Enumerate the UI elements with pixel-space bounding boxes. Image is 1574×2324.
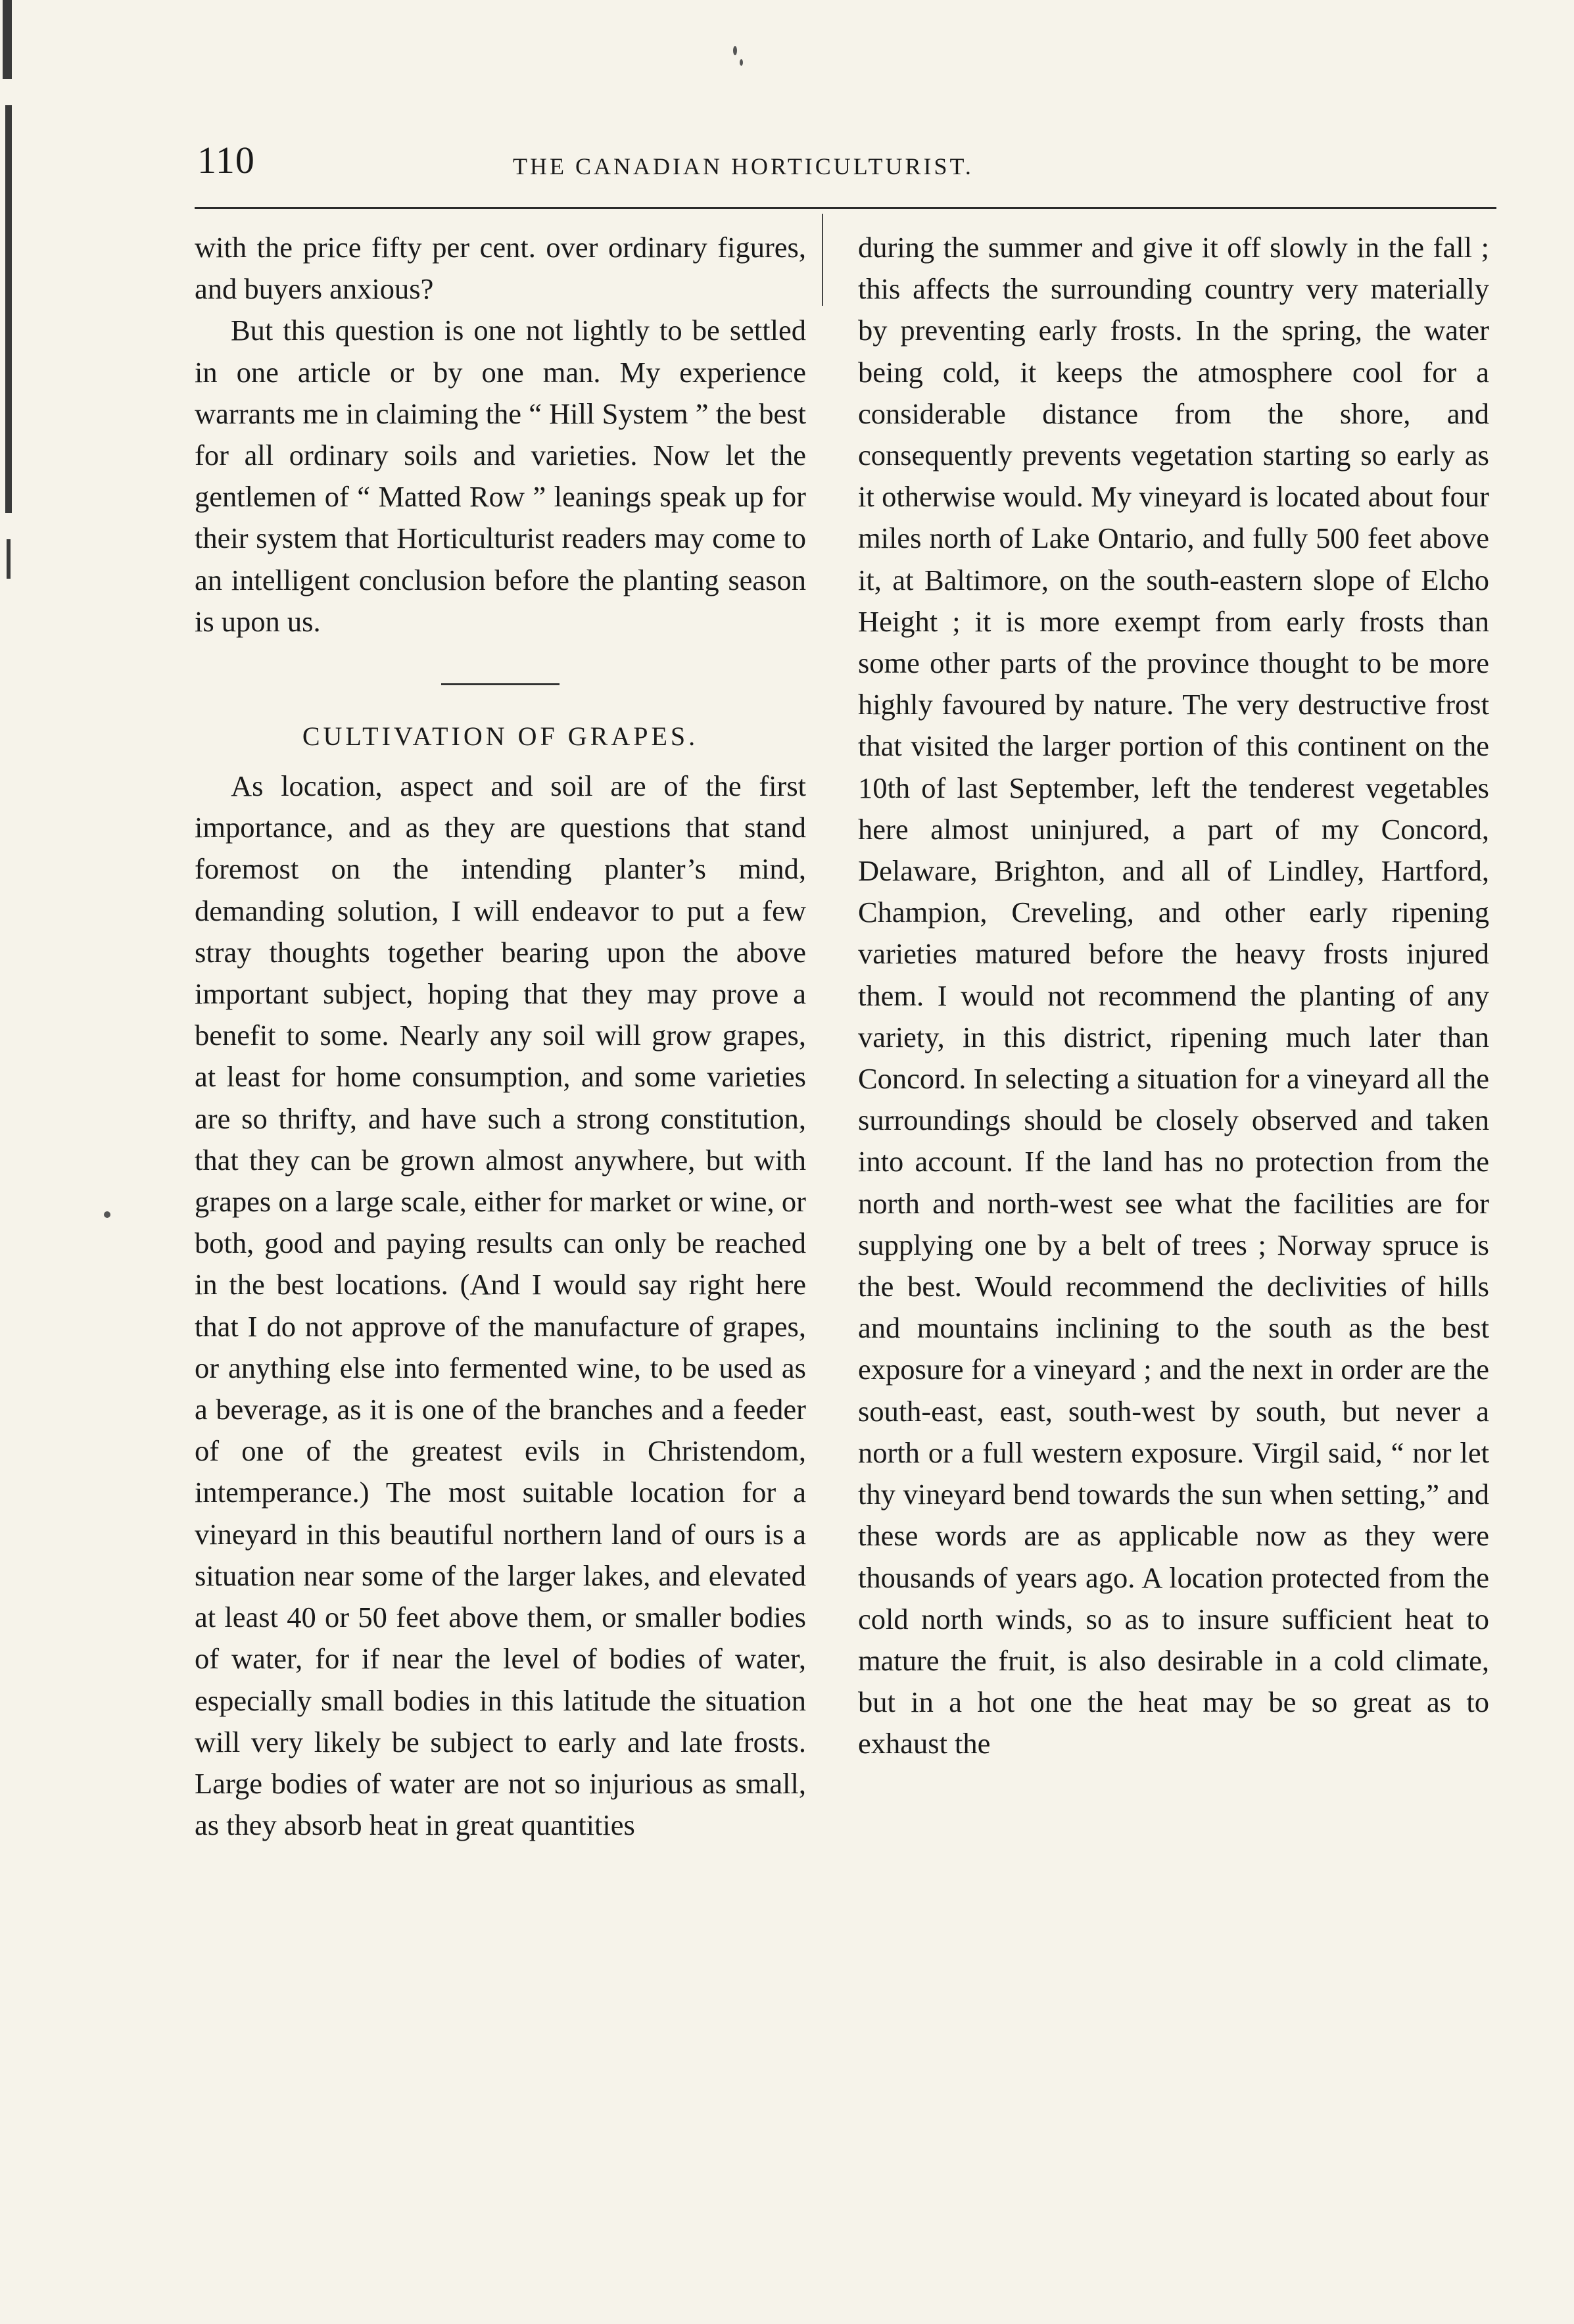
scan-speck <box>740 59 743 66</box>
scan-speck <box>733 46 737 55</box>
section-divider <box>441 683 560 685</box>
header-rule <box>195 207 1496 209</box>
hill-system-paragraph: But this question is one not lightly to be settled in one article or by one man. My experience warrants me in claiming the “ Hill System ” the best for all ordinary soils and varieties. Now let the gentlemen of “ Matted Row ” leanings speak up for their system that Horticulturist readers may come to an intelligent conclusion before the planting season is upon us. <box>195 314 806 638</box>
running-head: THE CANADIAN HORTICULTURIST. <box>513 153 974 180</box>
binding-edge-mark <box>7 539 11 579</box>
continued-grapes-paragraph: during the summer and give it off slowly in the fall ; this affects the surrounding country very materially by preventing early frosts. In the spring, the water being cold, it keeps the atmosphere cool for a considerable distance from the shore, and consequently prevents vegetation starting so early as it otherwise would. My vineyard is located about four miles north of Lake Ontario, and fully 500 feet above it, at Baltimore, on the south-eastern slope of Elcho Height ; it is more exempt from early frosts than some other parts of the province thought to be more highly favoured by nature. The very destructive frost that visited the larger portion of this continent on the 10th of last September, left the tenderest vegetables here almost uninjured, a part of my Concord, Delaware, Brighton, and all of Lindley, Hartford, Champion, Creveling, and other early ripening varieties matured before the heavy frosts injured them. I would not recommend the planting of any variety, in this district, ripening much later than Concord. In selecting a situation for a vineyard all the surroundings should be closely observed and taken into account. If the land has no protection from the north and north-west see what the facilities are for supplying one by a belt of trees ; Norway spruce is the best. Would recommend the declivities of hills and mountains inclining to the south as the best exposure for a vineyard ; and the next in order are the south-east, east, south-west by south, but never a north or a full western exposure. Virgil said, “ nor let thy vineyard bend towards the sun when setting,” and these words are as applicable now as they were thousands of years ago. A location protected from the cold north winds, so as to insure sufficient heat to mature the fruit, is also desirable in a cold climate, but in a hot one the heat may be so great as to exhaust the <box>858 231 1489 1760</box>
section-heading: CULTIVATION OF GRAPES. <box>302 721 699 752</box>
right-column <box>858 227 1489 1765</box>
continued-paragraph: with the price fifty per cent. over ordinary figures, and buyers anxious? <box>195 231 806 306</box>
left-column <box>195 227 806 1846</box>
grapes-paragraph: As location, aspect and soil are of the first importance, and as they are questions that stand foremost on the intending planter’s mind, demanding solution, I will endeavor to put a few stray thoughts together bearing upon the above important subject, hoping that they may prove a benefit to some. Nearly any soil will grow grapes, at least for home consumption, and some varieties are so thrifty, and have such a strong constitution, that they can be grown almost anywhere, but with grapes on a large scale, either for market or wine, or both, good and paying results can only be reached in the best locations. (And I would say right here that I do not approve of the manufacture of grapes, or anything else into fermented wine, to be used as a beverage, as it is one of the branches and a feeder of one of the greatest evils in Christendom, intemperance.) The most suitable location for a vineyard in this beautiful northern land of ours is a situation near some of the larger lakes, and elevated at least 40 or 50 feet above them, or smaller bodies of water, for if near the level of bodies of water, especially small bodies in this latitude the situation will very likely be subject to early and late frosts. Large bodies of water are not so injurious as small, as they absorb heat in great quantities <box>195 769 806 1842</box>
scan-speck <box>104 1211 110 1218</box>
binding-edge-mark <box>3 0 12 79</box>
column-divider <box>822 214 823 306</box>
page-number: 110 <box>197 139 255 182</box>
binding-edge-mark <box>5 105 12 513</box>
